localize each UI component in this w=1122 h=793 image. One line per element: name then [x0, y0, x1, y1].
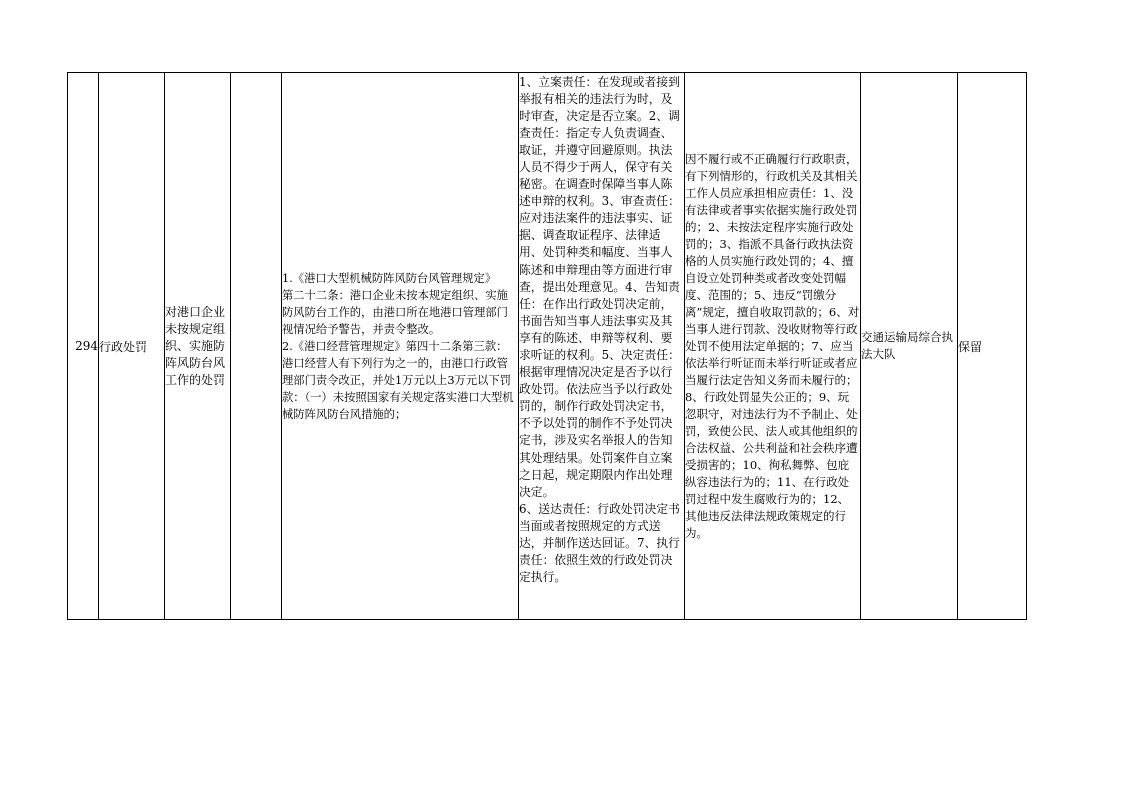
sub-item [231, 73, 282, 620]
legal-basis: 1.《港口大型机械防阵风防台风管理规定》 第二十二条：港口企业未按本规定组织、实施防风防台工作的，由港口所在地港口管理部门视情况给予警告，并责令整改。 2.《港口经营管理规定》第四十二条第三款：港口经营人有下列行为之一的，由港口行政管理部门责令改正，并处1万元以上3万元以下罚款：（一）未按照国家有关规定落实港口大型机械防阵风防台风措施的； [282, 73, 519, 620]
power-category: 行政处罚 [99, 73, 165, 620]
accountability-text: 因不履行或不正确履行行政职责，有下列情形的，行政机关及其相关工作人员应承担相应责任：1、没有法律或者事实依据实施行政处罚的；2、未按法定程序实施行政处罚的；3、指派不具备行政执法资格的人员实施行政处罚的；4、擅自设立处罚种类或者改变处罚幅度、范围的；5、违反“罚缴分离”规定，擅自收取罚款的；6、对当事人进行罚款、没收财物等行政处罚不使用法定单据的；7、应当依法举行听证而未举行听证或者应当履行法定告知义务而未履行的；8、行政处罚显失公正的；9、玩忽职守，对违法行为不予制止、处罚，致使公民、法人或其他组织的合法权益、公共利益和社会秩序遭受损害的；10、徇私舞弊、包庇纵容违法行为的；11、在行政处罚过程中发生腐败行为的；12、其他违反法律法规政策规定的行为。 [685, 73, 861, 620]
responsibility-text: 1、立案责任：在发现或者接到举报有相关的违法行为时，及时审查，决定是否立案。2、调查责任：指定专人负责调查、取证，并遵守回避原则。执法人员不得少于两人，保守有关秘密。在调查时保障当事人陈述申辩的权利。3、审查责任：应对违法案件的违法事实、证据、调查取证程序、法律适用、处罚种类和幅度、当事人陈述和申辩理由等方面进行审查，提出处理意见。4、告知责任：在作出行政处罚决定前，书面告知当事人违法事实及其享有的陈述、申辩等权利、要求听证的权利。5、决定责任：根据审理情况决定是否予以行政处罚。依法应当予以行政处罚的，制作行政处罚决定书，不予以处罚的制作不予处罚决定书，涉及实名举报人的告知其处理结果。处罚案件自立案之日起，规定期限内作出处理决定。 6、送达责任：行政处罚决定书当面或者按照规定的方式送达，并制作送达回证。7、执行责任：依照生效的行政处罚决定执行。 [519, 74, 680, 585]
remark: 保留 [958, 73, 1027, 620]
implementing-department: 交通运输局综合执法大队 [861, 73, 958, 620]
row-number: 294 [68, 73, 99, 620]
table-row [68, 73, 1027, 620]
item-name: 对港口企业未按规定组织、实施防阵风防台风工作的处罚 [165, 73, 231, 620]
responsibility-cell [519, 73, 685, 620]
records-table [67, 72, 1027, 620]
